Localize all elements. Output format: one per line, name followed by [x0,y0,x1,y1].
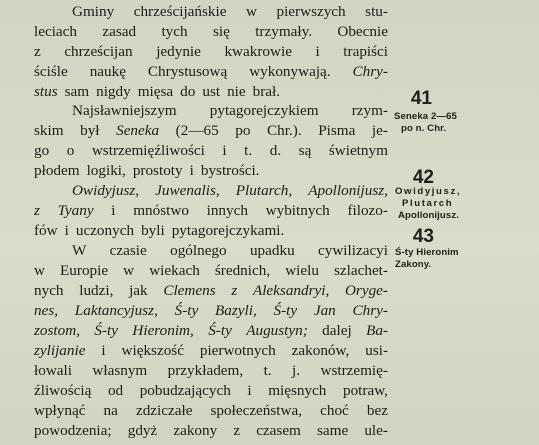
word: wstrzemięźliwości [91,142,205,159]
word: z [231,282,238,299]
word: potraw, [342,382,388,399]
word: trapiści [343,43,388,60]
word: Pisma [318,122,356,139]
word: same [316,422,349,439]
word: i [101,342,106,359]
word: nych [34,282,64,299]
word: Juwenalis, [155,182,220,199]
word: filozo- [347,202,388,219]
word: Najsławniejszym [72,102,177,119]
word: dalej [322,322,352,339]
word: powodzenia; [34,422,112,439]
margin-number: 43 [412,226,434,247]
margin-text: Zakony. [395,259,432,270]
word: cywilizacyi [318,242,388,259]
word: czasie [109,242,147,259]
word: wstrzemię- [320,362,388,379]
word: i [222,142,227,159]
word: prostoty [132,162,183,179]
word: łowali [34,362,72,379]
word: ust [202,83,221,100]
text-line [34,361,388,381]
word: Laktancyjusz, [74,302,158,319]
word: Aleksandryi, [252,282,330,299]
word: stus [34,83,58,100]
word: i [111,202,116,219]
word: Oryge- [344,282,388,299]
text-line [72,181,388,201]
word: zostom, [34,322,80,339]
text-line [34,201,388,221]
margin-number: 42 [412,167,434,188]
text-line [34,82,388,102]
word: wpłynąć [34,402,86,419]
word: kwakrowie [224,43,292,60]
word: pobudzających [139,382,231,399]
word: Chry- [352,63,388,80]
word: średnich, [214,262,271,279]
word: zakonów, [291,342,350,359]
word: się [212,23,230,40]
word: Ś-ty [174,302,199,319]
word: w [246,3,257,20]
text-line [34,321,388,341]
word: z [34,202,40,219]
word: świetnym [328,142,388,159]
word: szlachet- [334,262,388,279]
word: je- [371,122,388,139]
word: Clemens [163,282,216,299]
word: skim [34,122,64,139]
word: po [235,122,251,139]
word: logiki, [86,162,126,179]
word: trzymały. [255,23,312,40]
text-line [34,421,388,441]
word: Tyany [57,202,94,219]
word: od [107,382,124,399]
word: W [72,242,87,259]
word: Gminy [72,3,115,20]
text-line [72,101,388,121]
text-line [34,62,388,82]
word: źliwością [34,382,92,399]
word: zasad [102,23,137,40]
word: sam [64,83,90,100]
word: Hieronim, [132,322,194,339]
word: wybitnych [265,202,330,219]
word: t. [263,362,272,379]
word: nie [227,83,246,100]
word: są [298,142,312,159]
word: większość [121,342,184,359]
word: leciach [34,23,77,40]
margin-text: Owidyjusz, [395,186,462,197]
margin-text: Ś-ty Hieronim [395,247,459,258]
text-line [34,261,388,281]
word: Plutarch, [235,182,293,199]
word: nigdy [96,83,131,100]
word: o [66,142,75,159]
word: Apollonijusz, [308,182,388,199]
word: w [123,262,135,279]
word: ogólnego [170,242,227,259]
word: Europie [60,262,109,279]
margin-text: Plutarch [402,198,454,209]
word: Owidyjusz, [72,182,140,199]
text-line [72,241,388,261]
word: Ś-ty [94,322,118,339]
word: czasem [256,422,301,439]
word: własnym [92,362,148,379]
word: bystrości. [200,162,260,179]
word: t. [244,142,253,159]
word: Seneka [116,122,160,139]
text-line [34,121,388,141]
word: Chry- [352,302,388,319]
word: pierwszych [276,3,346,20]
word: pytagorejczykami. [171,222,285,239]
word: mnóstwo [133,202,189,219]
word: innych [206,202,248,219]
word: brał. [252,83,281,100]
word: ściśle [34,63,68,80]
word: Jan [313,302,336,319]
word: z [233,422,241,439]
word: ule- [364,422,388,439]
word: naukę [89,63,126,80]
word: jak [129,282,148,299]
text-line [34,22,388,42]
word: społeczeństwa, [210,402,303,419]
word: Chrystusową [147,63,228,80]
word: zdziczałe [135,402,193,419]
word: mięsa [137,83,174,100]
word: na [103,402,118,419]
word: Augustyn; [246,322,308,339]
word: przykładem, [167,362,244,379]
word: choć [320,402,349,419]
word: j. [292,362,301,379]
word: bez [366,402,388,419]
word: Ś-ty [208,322,232,339]
text-line [72,2,388,22]
word: stu- [365,3,388,20]
word: chrześcijańskie [133,3,227,20]
word: w [34,262,45,279]
word: fów [34,222,58,239]
word: tych [161,23,188,40]
text-line [34,141,388,161]
word: był [80,122,100,139]
margin-text: po n. Chr. [401,123,447,134]
word: Ba- [366,322,388,339]
margin-text: Apollonijusz. [398,210,459,221]
word: z [34,43,41,60]
word: wiekach [149,262,200,279]
word: ludzi, [79,282,114,299]
word: Ś-ty [273,302,298,319]
word: do [180,83,196,100]
word: pytagorejczykiem [209,102,319,119]
word: byli [141,222,165,239]
word: Obecnie [337,23,388,40]
word: uczonych [75,222,135,239]
word: Bazyli, [214,302,257,319]
word: pierwotnych [199,342,276,359]
text-line [34,221,388,241]
word: chrześcijan [64,43,133,60]
word: gdyż [127,422,158,439]
word: d. [269,142,282,159]
word: usi- [365,342,388,359]
word: rzym- [351,102,388,119]
word: mięsnych [268,382,327,399]
word: zylijanie [34,342,86,359]
text-line [34,42,388,62]
word: zakony [173,422,218,439]
word: nes, [34,302,59,319]
text-line [34,161,388,181]
word: Chr.). [267,122,302,139]
word: wykonywają. [249,63,331,80]
word: płodem [34,162,80,179]
text-line [34,301,388,321]
word: i [189,162,194,179]
text-line [34,401,388,421]
word: upadku [249,242,295,259]
text-line [34,341,388,361]
word: wielu [285,262,319,279]
word: (2—65 [175,122,219,139]
word: i [64,222,69,239]
word: i [247,382,252,399]
text-line [34,381,388,401]
text-line [34,281,388,301]
word: jedynie [156,43,201,60]
word: go [34,142,50,159]
word: i [315,43,320,60]
margin-text: Seneka 2—65 [394,111,457,122]
margin-number: 41 [410,88,432,109]
